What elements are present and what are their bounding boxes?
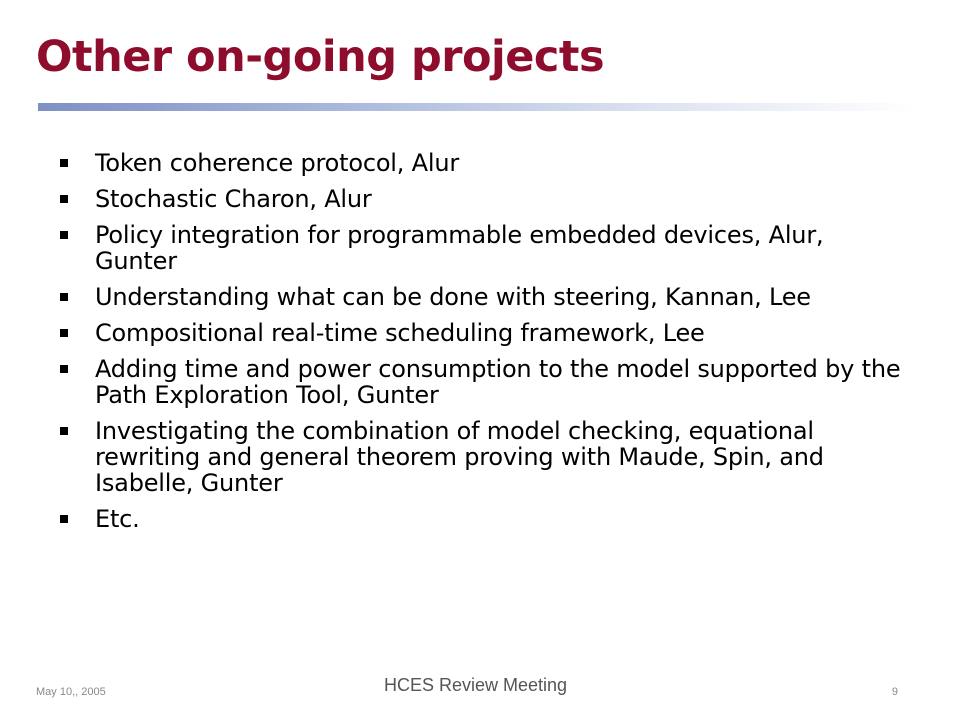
bullet-list bbox=[58, 150, 908, 542]
bullet-text: Adding time and power consumption to the model supported by the Path Exploration Tool, Gunter bbox=[95, 355, 901, 409]
bullet-item bbox=[58, 284, 908, 310]
footer-meeting-title: HCES Review Meeting bbox=[384, 675, 568, 695]
bullet-item bbox=[58, 418, 908, 496]
bullet-text: Token coherence protocol, Alur bbox=[95, 149, 459, 177]
square-bullet-icon bbox=[60, 195, 68, 203]
square-bullet-icon bbox=[60, 231, 68, 239]
bullet-text: Policy integration for programmable embedded devices, Alur, Gunter bbox=[95, 221, 824, 275]
bullet-item bbox=[58, 506, 908, 532]
square-bullet-icon bbox=[60, 365, 68, 373]
bullet-text: Etc. bbox=[95, 505, 140, 533]
bullet-item bbox=[58, 150, 908, 176]
bullet-item bbox=[58, 320, 908, 346]
page-number: 9 bbox=[891, 686, 898, 698]
square-bullet-icon bbox=[60, 427, 68, 435]
footer-date: May 10,, 2005 bbox=[36, 686, 106, 698]
slide-title: Other on-going projects bbox=[36, 32, 605, 82]
square-bullet-icon bbox=[60, 293, 68, 301]
bullet-text: Compositional real-time scheduling framework, Lee bbox=[95, 319, 705, 347]
bullet-text: Understanding what can be done with steering, Kannan, Lee bbox=[95, 283, 811, 311]
bullet-item bbox=[58, 222, 908, 274]
bullet-text: Stochastic Charon, Alur bbox=[95, 185, 372, 213]
bullet-item bbox=[58, 356, 908, 408]
title-underline bbox=[38, 103, 918, 111]
square-bullet-icon bbox=[60, 329, 68, 337]
square-bullet-icon bbox=[60, 159, 68, 167]
bullet-text: Investigating the combination of model checking, equational rewriting and general theorem proving with Maude, Spin, and Isabelle, Gunter bbox=[95, 417, 824, 497]
bullet-item bbox=[58, 186, 908, 212]
square-bullet-icon bbox=[60, 515, 68, 523]
